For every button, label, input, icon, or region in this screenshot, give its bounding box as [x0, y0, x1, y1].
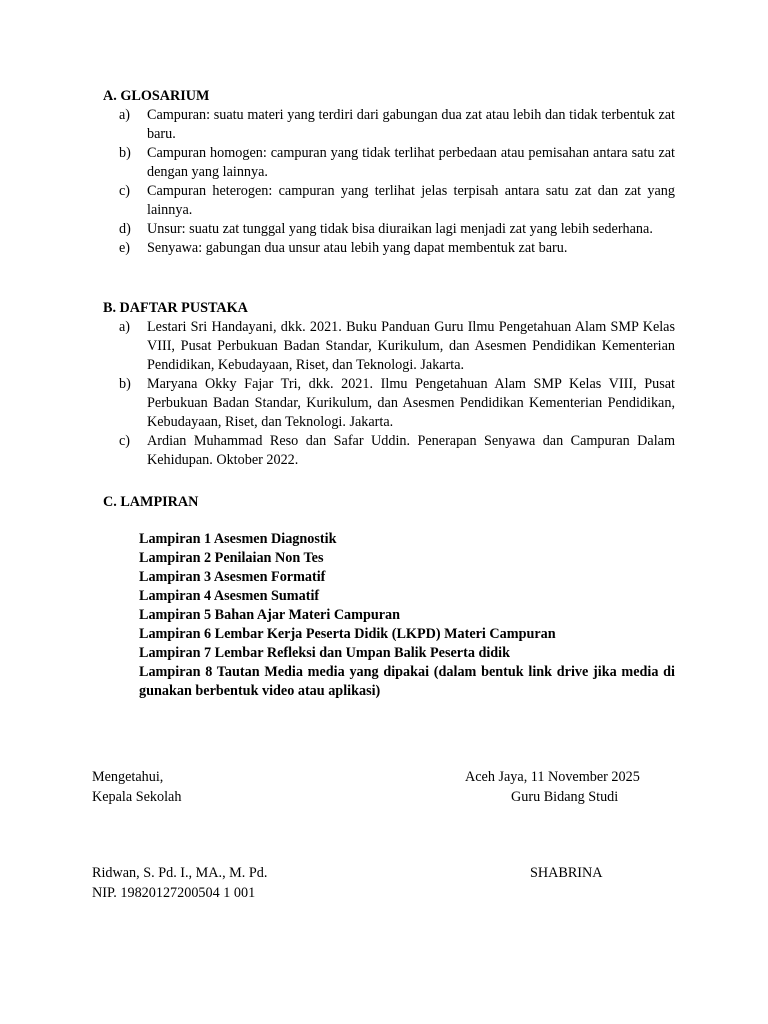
lampiran-item: Lampiran 7 Lembar Refleksi dan Umpan Balik Peserta didik — [139, 645, 511, 661]
list-item-text: Ardian Muhammad Reso dan Safar Uddin. Penerapan Senyawa dan Campuran Dalam Kehidupan. Oktober 2022. — [147, 433, 675, 468]
list-item-marker: e) — [119, 240, 131, 256]
mengetahui-label: Mengetahui, — [92, 769, 164, 785]
list-item — [119, 182, 675, 220]
lampiran-item: Lampiran 3 Asesmen Formatif — [139, 569, 326, 585]
lampiran-item: Lampiran 5 Bahan Ajar Materi Campuran — [139, 607, 401, 623]
list-item — [119, 106, 675, 144]
guru-name: SHABRINA — [530, 865, 603, 881]
list-item-text: Campuran homogen: campuran yang tidak terlihat perbedaan atau pemisahan antara satu zat dengan yang lainnya. — [147, 145, 675, 180]
list-item-marker: b) — [119, 376, 131, 392]
kepala-sekolah-name: Ridwan, S. Pd. I., MA., M. Pd. — [92, 865, 268, 881]
list-item — [119, 318, 675, 375]
list-item-text: Campuran: suatu materi yang terdiri dari gabungan dua zat atau lebih dan tidak terbentuk zat baru. — [147, 107, 675, 142]
lampiran-title: C. LAMPIRAN — [103, 494, 199, 510]
kepala-sekolah-label: Kepala Sekolah — [92, 789, 182, 805]
list-item-text: Senyawa: gabungan dua unsur atau lebih yang dapat membentuk zat baru. — [147, 240, 568, 256]
list-item-text: Lestari Sri Handayani, dkk. 2021. Buku Panduan Guru Ilmu Pengetahuan Alam SMP Kelas VIII, Pusat Perbukuan Badan Standar, Kurikulum, dan Asesmen Pendidikan Kementerian Pendidikan, Kebudayaan, Riset, dan Teknologi. Jakarta. — [147, 319, 675, 373]
glosarium-list — [119, 106, 675, 258]
guru-bidang-studi-label: Guru Bidang Studi — [511, 789, 619, 805]
lampiran-list — [139, 530, 675, 701]
daftar-pustaka-list — [119, 318, 675, 470]
kepala-sekolah-nip: NIP. 19820127200504 1 001 — [92, 885, 256, 901]
list-item — [119, 144, 675, 182]
list-item-marker: c) — [119, 183, 131, 199]
list-item — [119, 375, 675, 432]
list-item-marker: a) — [119, 107, 131, 123]
list-item — [119, 239, 675, 258]
lampiran-item: Lampiran 6 Lembar Kerja Peserta Didik (LKPD) Materi Campuran — [139, 626, 556, 642]
list-item-marker: d) — [119, 221, 131, 237]
list-item — [119, 220, 675, 239]
lampiran-item: Lampiran 2 Penilaian Non Tes — [139, 550, 324, 566]
list-item-marker: a) — [119, 319, 131, 335]
list-item-text: Campuran heterogen: campuran yang terlihat jelas terpisah antara satu zat dan zat yang lainnya. — [147, 183, 675, 218]
place-date: Aceh Jaya, 11 November 2025 — [465, 769, 640, 785]
list-item — [119, 432, 675, 470]
list-item-text: Maryana Okky Fajar Tri, dkk. 2021. Ilmu Pengetahuan Alam SMP Kelas VIII, Pusat Perbukuan Badan Standar, Kurikulum, dan Asesmen Pendidikan Kementerian Pendidikan, Kebudayaan, Riset, dan Teknologi. Jakarta. — [147, 376, 675, 430]
list-item-marker: b) — [119, 145, 131, 161]
glosarium-title: A. GLOSARIUM — [103, 88, 210, 104]
lampiran-item: Lampiran 8 Tautan Media media yang dipakai (dalam bentuk link drive jika media di gunakan berbentuk video atau aplikasi) — [139, 664, 675, 699]
daftar-pustaka-title: B. DAFTAR PUSTAKA — [103, 300, 248, 316]
lampiran-item: Lampiran 4 Asesmen Sumatif — [139, 588, 320, 604]
list-item-marker: c) — [119, 433, 131, 449]
list-item-text: Unsur: suatu zat tunggal yang tidak bisa diuraikan lagi menjadi zat yang lebih sederhana. — [147, 221, 653, 237]
lampiran-item: Lampiran 1 Asesmen Diagnostik — [139, 531, 337, 547]
